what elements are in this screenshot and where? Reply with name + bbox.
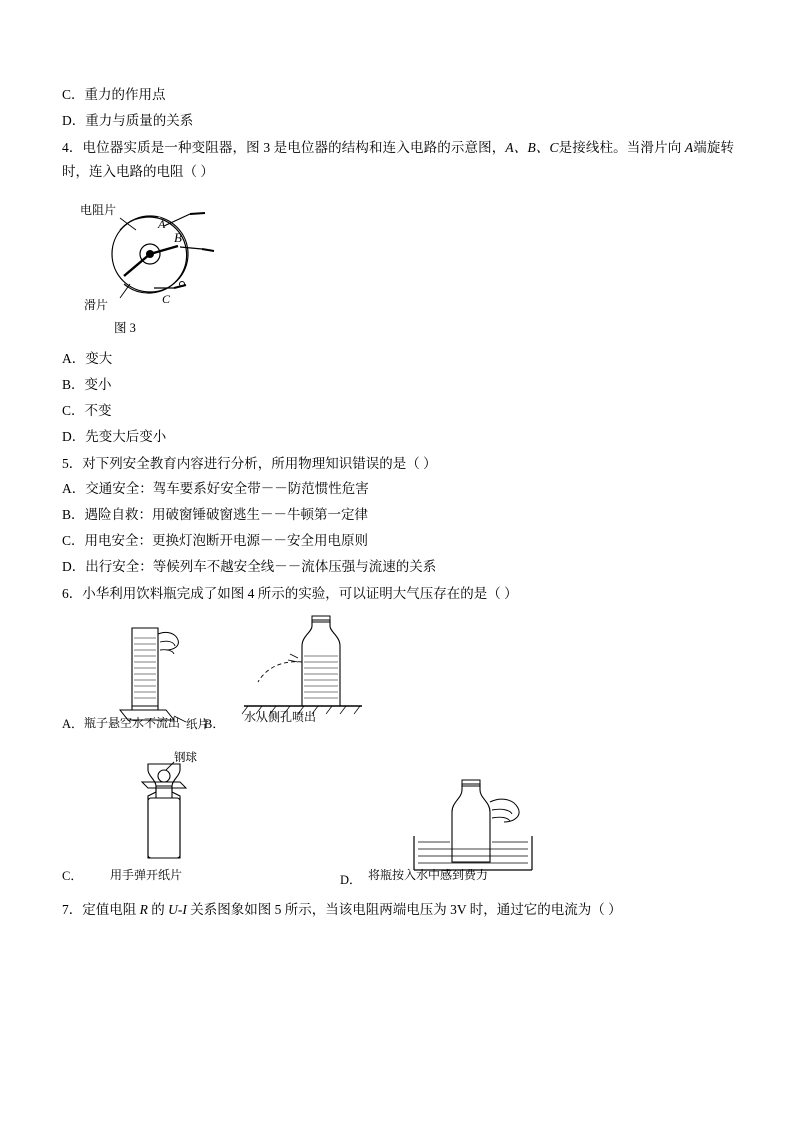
- figure-4-row-2: [62, 750, 734, 890]
- question-5-number: 5．: [62, 456, 83, 471]
- question-7-text-3: 关系图象如图 5 所示，当该电阻两端电压为 3V 时，通过它的电流为（ ）: [186, 902, 622, 917]
- question-7-label-ui: U-I: [168, 902, 187, 917]
- figure-3: [62, 192, 734, 342]
- question-6: [62, 582, 734, 606]
- figure-4-option-c-letter: C．: [62, 869, 83, 883]
- question-7-text-2: 的: [147, 902, 169, 917]
- document-content: [62, 82, 734, 922]
- question-4-number: 4．: [62, 140, 83, 155]
- question-5: [62, 452, 734, 476]
- figure-3-caption: 图 3: [114, 321, 136, 335]
- figure-4a-label-paper: 纸片: [186, 719, 209, 731]
- figure-4-caption-a: 瓶子悬空水不流出: [84, 716, 181, 730]
- figure-4-caption-d: 将瓶按入水中感到费力: [368, 868, 489, 882]
- question-4-labels-abc: A、B、C: [505, 140, 559, 155]
- question-5-option-a: A．交通安全：驾车要系好安全带－－防范惯性危害: [62, 481, 369, 496]
- question-7: [62, 898, 734, 922]
- figure-4-option-b-letter: B．: [204, 717, 225, 731]
- question-7-number: 7．: [62, 902, 83, 917]
- question-5-option-d: D．出行安全：等候列车不越安全线－－流体压强与流速的关系: [62, 559, 437, 574]
- question-4-option-c: C．不变: [62, 403, 112, 418]
- question-6-number: 6．: [62, 586, 83, 601]
- option-line-d-top: D．重力与质量的关系: [62, 113, 194, 128]
- figure-4-caption-b: 水从侧孔喷出: [244, 710, 317, 724]
- question-4-text-3: 端旋转时，连入电路的电阻（ ）: [62, 140, 735, 179]
- question-4-text-1: 电位器实质是一种变阻器，图 3 是电位器的结构和连入电路的示意图，: [82, 140, 506, 155]
- option-line-c-top: C．重力的作用点: [62, 87, 166, 102]
- figure-4-row-1: [62, 610, 734, 738]
- figure-3-label-slider: 滑片: [84, 298, 109, 312]
- figure-3-label-resistor-sheet: 电阻片: [80, 203, 117, 217]
- question-4-end-label: A: [684, 140, 694, 155]
- question-5-option-b: B．遇险自救：用破窗锤破窗逃生－－牛顿第一定律: [62, 507, 369, 522]
- question-4-text-2: 是接线柱。当滑片向: [558, 140, 685, 155]
- figure-4c-label-steel-ball: 钢球: [174, 752, 197, 764]
- figure-3-drawing: [62, 192, 322, 342]
- figure-4-option-a-letter: A．: [62, 717, 84, 731]
- question-4-option-a: A．变大: [62, 351, 113, 366]
- figure-3-label-a: A: [158, 217, 166, 231]
- figure-3-label-c: C: [162, 292, 171, 306]
- question-6-text: 小华利用饮料瓶完成了如图 4 所示的实验，可以证明大气压存在的是（ ）: [82, 586, 518, 601]
- question-7-text-1: 定值电阻: [82, 902, 140, 917]
- figure-4-caption-c: 用手弹开纸片: [110, 868, 183, 882]
- question-4-option-d: D．先变大后变小: [62, 429, 167, 444]
- question-4-option-b: B．变小: [62, 377, 112, 392]
- question-5-option-c: C．用电安全：更换灯泡断开电源－－安全用电原则: [62, 533, 369, 548]
- figure-4-option-d-letter: D．: [340, 873, 362, 887]
- question-7-label-r: R: [139, 902, 148, 917]
- question-5-text: 对下列安全教育内容进行分析，所用物理知识错误的是（ ）: [82, 456, 437, 471]
- figure-3-label-b: B: [174, 230, 182, 245]
- question-4: [62, 136, 734, 184]
